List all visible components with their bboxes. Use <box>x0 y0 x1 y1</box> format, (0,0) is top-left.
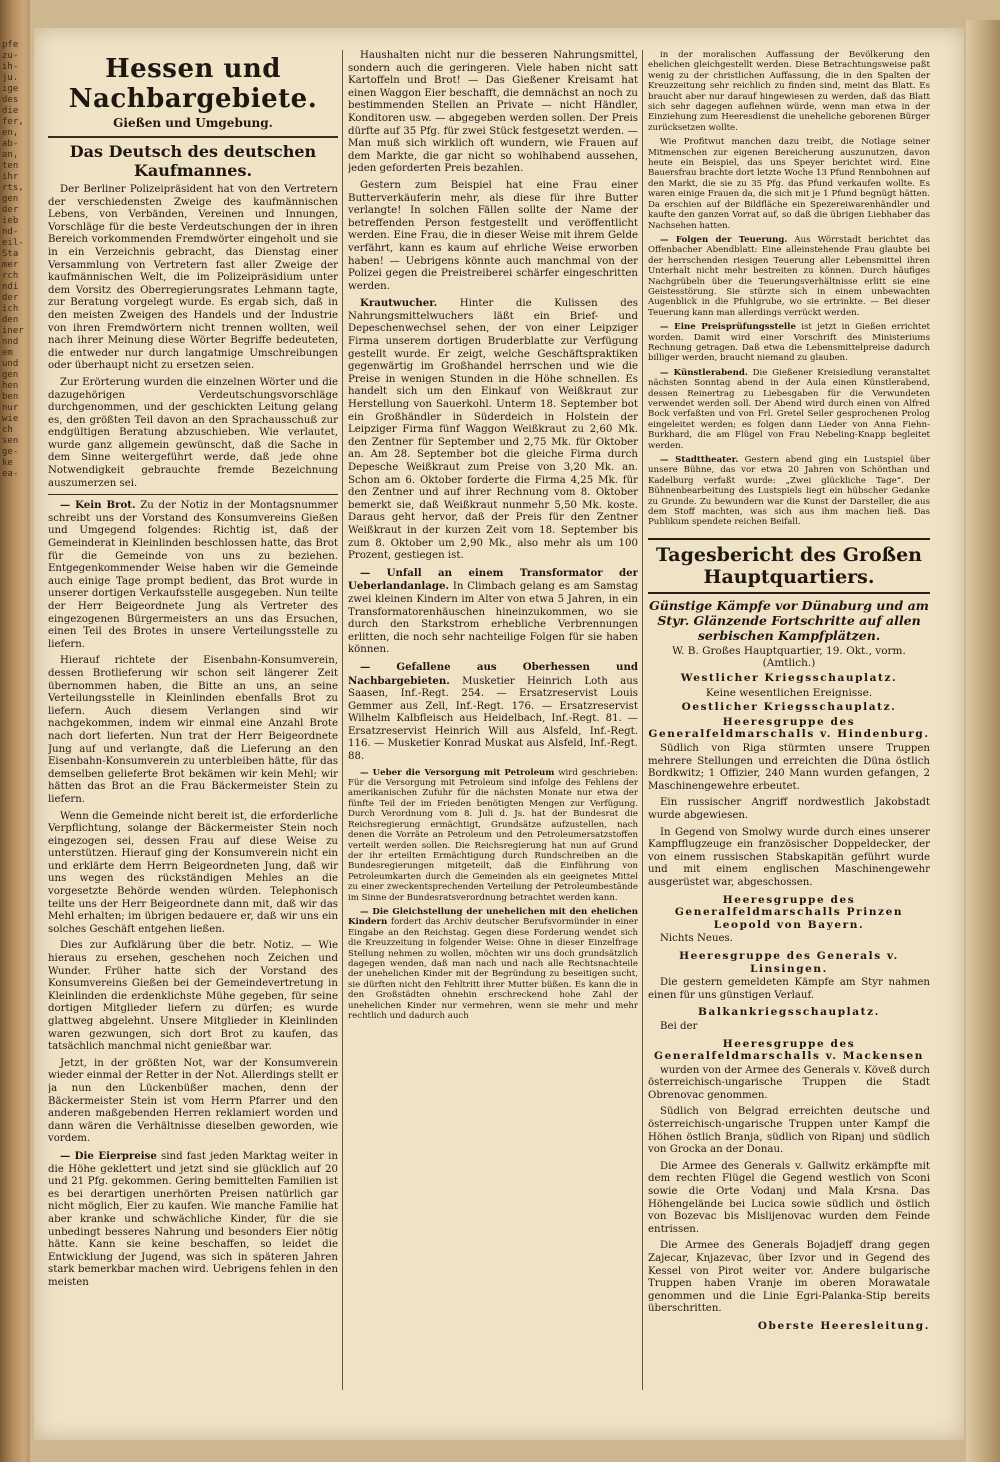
report-paragraph: Die Armee des Generals v. Gallwitz erkämpfte mit dem rechten Flügel die Gegend westlich von Sconi sowie die Orte Vodanj und Mala Krsna. Das Höhengelände bei Lucica sowie südlich und östlich von Bozevac bis Mislijenovac wurden dem Feinde entrissen. <box>648 1160 930 1235</box>
spine-fragment: rch <box>2 271 19 281</box>
spine-fragment: ih- <box>2 62 19 72</box>
article-paragraph: Haushalten nicht nur die besseren Nahrungsmittel, sondern auch die geringeren. Viele haben nicht satt Kartoffeln und Brot! — Das Gießener Kreisamt hat einen Waggon Eier beschafft, die demnächst an noch zu bestimmenden Stellen an Private — nicht Händler, Konditoren usw. — abgegeben werden sollen. Der Preis dürfte auf 35 Pfg. für zwei Stück festgesetzt werden. — Man muß sich wirklich oft wundern, wie Frauen auf dem Markte, die gar nicht so wohlhabend aussehen, jeden geforderten Preis bezahlen. <box>348 50 638 175</box>
article-paragraph: in der moralischen Auffassung der Bevölkerung den ehelichen gleichgestellt werden. Diese Betrachtungsweise paßt wenig zu der christlichen Auffassung, die in den Spalten der Kreuzzeitung sehr reichlich zu finden sind, meint das Blatt. Es braucht aber nur darauf hingewiesen zu werden, daß das Blatt sich sehr dagegen auflehnen würde, wenn man etwa in der Einziehung zum Heeresdienst die uneheliche geborenen Bürger zurücksetzen wollte. <box>648 50 930 133</box>
report-paragraph: Südlich von Riga stürmten unsere Truppen mehrere Stellungen und erreichten die Düna östlich Bordkwitz; 1 Offizier, 240 Mann wurden gefangen, 2 Maschinengewehre erbeutet. <box>648 743 930 792</box>
small-print-block <box>648 50 930 528</box>
spine-fragment: ieb <box>2 216 19 226</box>
spine-fragment: ju. <box>2 73 19 83</box>
column-rule-2 <box>642 50 643 1390</box>
spine-fragment: pfe <box>2 40 19 50</box>
article-lead: — Gefallene aus Oberhessen und Nachbargebieten. <box>348 660 638 687</box>
article-paragraph <box>48 1150 338 1290</box>
spine-fragment: zu- <box>2 51 19 61</box>
spine-fragment: gen <box>2 370 19 380</box>
spine-fragment: em <box>2 348 13 358</box>
article-paragraph <box>48 499 338 651</box>
spine-fragment: en, <box>2 128 19 138</box>
spine-fragment: ndi <box>2 282 19 292</box>
report-title: Tagesbericht des Großen Hauptquartiers. <box>648 538 930 594</box>
spine-fragment: iner <box>2 326 24 336</box>
article-paragraph <box>348 661 638 764</box>
spine-fragment: ige <box>2 84 19 94</box>
article-paragraph <box>648 322 930 364</box>
article-paragraph: Dies zur Aufklärung über die betr. Notiz. — Wie hieraus zu ersehen, geschehen noch Zeichen und Wunder. Früher hatte sich der Vorstand des Konsumvereins Gießen bei der Gemeindevertretung in Kleinlinden die erdenklichste Mühe gegeben, für seine dortigen Mitglieder liefern zu dürfen; es wurde glattweg abgelehnt. Unsere Mitglieder in Kleinlinden waren gezwungen, sich dort Brot zu kaufen, das tatsächlich manchmal nicht genießbar war. <box>48 940 338 1053</box>
article-paragraph: Gestern zum Beispiel hat eine Frau einer Butterverkäuferin mehr, als diese für ihre Butter verlangte! In solchen Fällen sollte der Name der betreffenden Person festgestellt und veröffentlicht werden. Eine Frau, die in dieser Weise mit ihrem Gelde verfährt, kann es kaum auf ehrliche Weise erworben haben! — Uebrigens könnte auch manchmal von der Polizei gegen die Preistreiberei schärfer eingeschritten werden. <box>348 179 638 292</box>
spine-fragment: ich <box>2 304 19 314</box>
article-paragraph <box>348 297 638 562</box>
spine-fragment: ab- <box>2 139 19 149</box>
spine-fragment: ten <box>2 161 19 171</box>
article-text: sind fast jeden Marktag weiter in die Höhe geklettert und jetzt sind sie glücklich auf 20 und 21 Pfg. gekommen. Gering bemittelten Familien ist es bei derartigen unerhörten Preisen natürlich gar nicht möglich, Eier zu kaufen. Wie manche Familie hat aber kranke und schwächliche Kinder, für die sie unbedingt besseres Nahrung und besonders Eier nötig hätte. Kann sie keine beschaffen, so leidet die Entwicklung der Jugend, was sich in späteren Jahren stark bemerkbar machen wird. Uebrigens fehlen in den meisten <box>48 1150 338 1288</box>
article-paragraph <box>348 768 638 903</box>
page-edge-stack <box>966 20 1000 1462</box>
article-text: wird geschrieben: Für die Versorgung mit Petroleum sind infolge des Fehlens der amerikanischen Zufuhr für die nächsten Monate nur etwa der fünfte Teil der im Frieden benötigten Mengen zur Verfügung. Durch Verordnung vom 8. Juli d. Js. hat der Bundesrat die Reichsregierung ermächtigt, Grundsätze aufzustellen, nach denen die Vorräte an Petroleum und den Petroleumersatzstoffen verteilt werden sollen. Die Reichsregierung hat nun auf Grund der ihr erteilten Ermächtigung durch Rundschreiben an die Bundesregierungen mitgeteilt, daß die Einführung von Petroleumkarten durch die Gemeinden als ein geeignetes Mittel zu einer zweckentsprechenden Verteilung der Petroleumbestände im Sinne der Bundesratsverordnung betrachtet werden kann. <box>348 767 638 903</box>
article-lead: Krautwucher. <box>360 297 438 310</box>
spine-fragment: sen <box>2 436 19 446</box>
spine-fragment: nd- <box>2 227 19 237</box>
report-subtitle: Günstige Kämpfe vor Dünaburg und am Styr. Glänzende Fortschritte auf allen serbischen Kampfplätzen. <box>649 597 929 643</box>
spine-fragment: der <box>2 293 19 303</box>
article-text: ist jetzt in Gießen errichtet worden. Damit wird einer Vorschrift des Ministeriums Rechnung getragen. Daß etwa die Lebensmittelpreise dadurch billiger werden, braucht niemand zu glauben. <box>648 322 930 364</box>
spine-fragment: ke <box>2 458 13 468</box>
spine-fragment: mer <box>2 260 19 270</box>
spine-fragment: der <box>2 205 19 215</box>
spine-fragment: Sta <box>2 249 19 259</box>
spine-fragment: ch <box>2 425 13 435</box>
spine-text-fragments <box>2 40 28 480</box>
spine-fragment: nnd <box>2 337 19 347</box>
section-subtitle: Gießen und Umgebung. <box>113 116 273 130</box>
spine-fragment: den <box>2 315 19 325</box>
spine-fragment: gen <box>2 194 19 204</box>
spine-fragment: an, <box>2 150 19 160</box>
article-paragraph: Jetzt, in der größten Not, war der Konsumverein wieder einmal der Retter in der Not. Allerdings stellt er ja nun den Lückenbüßer machen, denn der Bäckermeister Stein ist vom Herrn Pfarrer und den anderen maßgebenden Herren reklamiert worden und dann wären die Verhältnisse dieselben geworden, wie vordem. <box>48 1057 338 1145</box>
article-lead: — Stadttheater. <box>660 455 739 466</box>
article-paragraph <box>348 567 638 657</box>
article-text: Die Gießener Kreisiedlung veranstaltet nächsten Sonntag abend in der Aula einen Künstlerabend, dessen Reinertrag zu Liebesgaben für die Verwundeten verwendet werden soll. Der Abend wird durch einen von Alfred Bock verfaßten und von Frl. Gretel Seiler gesprochenen Prolog eingeleitet werden; es folgen dann Lieder von Anna Fiehn-Burkhard, die am Flügel von Frau Nebeling-Knapp begleitet werden. <box>648 367 930 451</box>
army-group-heading: Heeresgruppe des Generalfeldmarschalls v. Hindenburg. <box>648 715 930 741</box>
article-paragraph: Hierauf richtete der Eisenbahn-Konsumverein, dessen Brotlieferung wir schon seit längerer Zeit übernommen haben, die Bitte an uns, an seine Verteilungsstelle in Kleinlinden ebenfalls Brot zu liefern. Auch diesem Verlangen sind wir nachgekommen, indem wir einmal eine Anzahl Brote nach dort lieferten. Nun trat der Herr Beigeordnete Jung auf und verlangte, daß die Lieferung an den Eisenbahn-Konsumverein zu unterbleiben hätte, für das demselben gelieferte Brot bekämen wir kein Mehl; wir hätten das Brot an die Frau Bäckermeister Stein zu liefern. <box>48 655 338 805</box>
theater-heading: Westlicher Kriegsschauplatz. <box>680 672 898 685</box>
article-lead: — Ueber die Versorgung mit Petroleum <box>360 767 555 778</box>
article-text: Hinter die Kulissen des Nahrungsmittelwuchers läßt ein Brief- und Depeschenwechsel sehen, der von einer Leipziger Firma unserem dortigen Bruderblatte zur Verfügung gestellt wurde. Er zeigt, welche Geschäftspraktiken gegenwärtig im Großhandel herrschen und wie die Preise in wenigen Stunden in die Höhe schnellen. Es handelt sich um den Einkauf von Weißkraut zur Herstellung von Sauerkohl. Unterm 18. September bot ein Großhändler in Süderdeich in Holstein der Leipziger Firma fünf Waggon Weißkraut zu 2,60 Mk. den Zentner für September und 2,75 Mk. für Oktober an. Am 28. September bot die gleiche Firma durch Depesche Weißkraut zum Preise von 3,20 Mk. an. Schon am 6. Oktober forderte die Firma 4,25 Mk. für den Zentner und auf ihrer Rechnung vom 8. Oktober bemerkt sie, daß Weißkraut nunmehr 5,50 Mk. koste. Daraus geht hervor, daß der Preis für den Zentner Weißkraut in der kurzen Zeit vom 18. September bis zum 8. Oktober um 2,90 Mk., also mehr als um 100 Prozent, gestiegen ist. <box>348 298 638 562</box>
column-rule-1 <box>342 50 343 1390</box>
report-paragraph: Die Armee des Generals Bojadjeff drang gegen Zajecar, Knjazevac, über Izvor und in Gegend des Kessel von Pirot weiter vor. Andere bulgarische Truppen haben Vranje im oberen Morawatale genommen und die Linie Egri-Palanka-Stip bereits überschritten. <box>648 1240 930 1315</box>
report-paragraph: Die gestern gemeldeten Kämpfe am Styr nahmen einen für uns günstigen Verlauf. <box>648 977 930 1001</box>
article-paragraph <box>648 455 930 528</box>
article-lead: — Die Eierpreise <box>60 1149 157 1162</box>
spine-fragment: ihr <box>2 172 19 182</box>
article-paragraph: Wie Profitwut manchen dazu treibt, die Notlage seiner Mitmenschen zur eigenen Bereicherung auszunutzen, davon heute ein Beispiel, das uns Speyer berichtet wird. Eine Bauersfrau brachte dort letzte Woche 13 Pfund Rennbohnen auf den Markt, die sie zu 35 Pfg. das Pfund verkaufen wollte. Es waren einige Frauen da, die sich mit je 1 Pfund begnügt hätten. Da erschien auf der Bildfläche ein Spezereiwarenhändler und kaufte den ganzen Vorrat auf, so daß die übrigen Liebhaber das Nachsehen hatten. <box>648 137 930 231</box>
army-group-heading: Heeresgruppe des Generalfeldmarschalls Prinzen Leopold von Bayern. <box>674 893 904 931</box>
report-paragraph: Südlich von Belgrad erreichten deutsche und österreichisch-ungarische Truppen unter Kampf die Höhen östlich Branja, südlich von Ripanj und südlich von Grocka an der Donau. <box>648 1106 930 1156</box>
column-1 <box>48 50 338 1390</box>
section-title: Hessen und Nachbargebiete. <box>68 54 318 114</box>
theater-text: Keine wesentlichen Ereignisse. <box>705 686 873 699</box>
report-paragraph: Ein russischer Angriff nordwestlich Jakobstadt wurde abgewiesen. <box>648 797 930 821</box>
article-paragraph <box>648 235 930 318</box>
article-paragraph <box>648 368 930 451</box>
spine-fragment: fer, <box>2 117 24 127</box>
army-group-heading: Heeresgruppe des Generalfeldmarschalls v. Mackensen <box>654 1037 924 1063</box>
report-paragraph: wurden von der Armee des Generals v. Köveß durch österreichisch-ungarische Truppen die Stadt Obrenovac genommen. <box>648 1064 930 1101</box>
article-paragraph: Wenn die Gemeinde nicht bereit ist, die erforderliche Verpflichtung, solange der Bäckermeister Stein noch eingezogen sei, dessen Frau auf diese Weise zu unterstützen. Hierauf ging der Konsumverein nicht ein und erklärte dem Herrn Beigeordneten Jung, daß wir uns wegen des rückständigen Mehles an die vorgesetzte Behörde wenden würden. Telephonisch teilte uns der Herr Beigeordnete dann mit, daß wir das Mehl erhalten; im übrigen bedauere er, daß wir uns ein solches Geschäft entgehen ließen. <box>48 810 338 935</box>
article-paragraph: Der Berliner Polizeipräsident hat von den Vertretern der verschiedensten Zweige des kaufmännischen Lebens, von Verbänden, Vereinen und Innungen, Vorschläge für die beste Verdeutschungen der in ihren Bereich vorkommenden Fremdwörter eingeholt und sie in ein Verzeichnis gebracht, das Dienstag einer Versammlung von Vertretern fast aller Zweige der kaufmännischen Welt, die im Polizeipräsidium unter dem Vorsitz des Oberregierungsrates Lehmann tagte, zur Beratung vorgelegt wurde. Es ergab sich, daß in den meisten Zweigen des Handels und der Industrie von ihren Fremdwörtern nicht trennen wollten, weil nach ihrer Meinung diese Wörter Begriffe bedeuteten, die entweder nur durch langatmige Umschreibungen oder überhaupt nicht zu ersetzen seien. <box>48 184 338 372</box>
article-lead: — Kein Brot. <box>60 499 136 512</box>
report-signature: Oberste Heeresleitung. <box>757 1319 930 1332</box>
article-paragraph: Zur Erörterung wurden die einzelnen Wörter und die dazugehörigen Verdeutschungsvorschläge durchgenommen, und der geschickten Leitung gelang es, den größten Teil davon an den Sprachausschuß zur endgültigen Beratung abzuschieben. Wie verlautet, wurde ganz allgemein gewünscht, daß die Sache in dem Sinne weitergeführt werde, daß jede ohne Notwendigkeit gebrauchte fremde Bezeichnung auszumerzen sei. <box>48 376 338 489</box>
spine-fragment: ea- <box>2 469 19 479</box>
article-lead: — Unfall an einem Transformator der Ueberlandanlage. <box>348 566 638 593</box>
column-3 <box>648 50 930 1390</box>
article-text: Zu der Notiz in der Montagsnummer schreibt uns der Vorstand des Konsumvereins Gießen und Umgegend folgendes: Richtig ist, daß der Gemeinderat in Kleinlinden beschlossen hatte, das Brot für die Gemeinde von uns zu beziehen. Entgegenkommender Weise haben wir die Gemeinde auch einige Tage prompt bedient, das Brot wurde in unserer dortigen Verkaufsstelle ausgegeben. Nun teilte der Herr Beigeordnete Jung als Vertreter des eingezogenen Bürgermeisters an uns das Ersuchen, einen Teil des Brotes in unsere Verteilungsstelle zu liefern. <box>48 500 338 650</box>
spine-fragment: nur <box>2 403 19 413</box>
article-text: Gestern abend ging ein Lustspiel über unsere Bühne, das vor etwa 20 Jahren von Schönthan und Kadelburg verfaßt wurde: „Zwei glückliche Tage“. Der Bühnenbearbeitung des Lustspiels liegt ein hübscher Gedanke zu Grunde. Zu bewundern war die Kunst der Darsteller, die aus dem Stoff machten, was sich aus ihm machen ließ. Das Publikum spendete reichen Beifall. <box>648 455 930 528</box>
report-paragraph: Bei der <box>660 1020 698 1032</box>
article-lead: — Folgen der Teuerung. <box>660 234 788 245</box>
spine-fragment: ge- <box>2 447 19 457</box>
article-text: fordert das Archiv deutscher Berufsvormünder in einer Eingabe an den Reichstag. Gegen diese Forderung wendet sich die Kreuzzeitung in folgender Weise: Ohne in dieser Einzelfrage Stellung nehmen zu wollen, möchten wir uns doch grundsätzlich dagegen wenden, daß man nach und nach alle Rechtsnachteile der unehelichen Kinder mit der Begründung zu beseitigen sucht, sie dürften nicht den Fehltritt ihrer Mutter büßen. Es kann die in den Großstädten ohnehin erschreckend hohe Zahl der unehelichen Kinder nur vermehren, wenn sie mehr und mehr rechtlich und dadurch auch <box>348 917 638 1021</box>
spine-fragment: die <box>2 106 19 116</box>
article-text: Musketier Heinrich Loth aus Saasen, Inf.-Regt. 254. — Ersatzreservist Louis Gemmer aus Zell, Inf.-Regt. 176. — Ersatzreservist Wilhelm Kalbfleisch aus Heidelbach, Inf.-Regt. 81. — Ersatzreservist Heinrich Will aus Alsfeld, Inf.-Regt. 116. — Musketier Konrad Muskat aus Alsfeld, Inf.-Regt. 88. <box>348 675 638 763</box>
article-lead: — Eine Preisprüfungsstelle <box>660 322 796 333</box>
report-paragraph: Nichts Neues. <box>660 933 733 945</box>
spine-fragment: rts, <box>2 183 24 193</box>
spine-fragment: wie <box>2 414 19 424</box>
article-lead: — Künstlerabend. <box>660 367 748 378</box>
article-title: Das Deutsch des deutschen Kaufmannes. <box>69 142 317 180</box>
column-2 <box>348 50 638 1390</box>
article-text: In Climbach gelang es am Samstag zwei kleinen Kindern im Alter von etwa 5 Jahren, in ein Transformatorenhäuschen hineinzukommen, wo sie durch den Starkstrom erhebliche Verbrennungen erlitten, die noch sehr nachteilige Folgen für sie haben können. <box>348 581 638 656</box>
divider <box>48 136 338 138</box>
article-lead: — Die Gleichstellung der unehelichen mit den ehelichen Kindern <box>348 906 638 928</box>
army-group-heading: Heeresgruppe des Generals v. Linsingen. <box>679 949 899 975</box>
report-paragraph: In Gegend von Smolwy wurde durch eines unserer Kampfflugzeuge ein französischer Doppeldecker, der von einem russischen Stabskapitän geführt wurde und mit einem englischen Maschinengewehr ausgerüstet war, abgeschossen. <box>648 826 930 888</box>
report-dateline: W. B. Großes Hauptquartier, 19. Okt., vorm. (Amtlich.) <box>672 644 906 670</box>
spine-fragment: eil- <box>2 238 24 248</box>
article-paragraph <box>348 907 638 1021</box>
theater-heading: Balkankriegsschauplatz. <box>698 1006 880 1019</box>
article-text: Aus Wörrstadt berichtet das Offenbacher Abendblatt: Eine alleinstehende Frau glaubte bei der herrschenden riesigen Teuerung aller Lebensmittel ihren Unterhalt nicht mehr bestreiten zu können. Durch häufiges Nachgrübeln über die Teuerungsverhältnisse erlitt sie eine Geistesstörung. Sie stürzte sich in einem unbewachten Augenblick in die Pfuhlgrube, wo sie ertrinkte. — Bei dieser Teuerung kann man allerdings verrückt werden. <box>648 234 930 318</box>
spine-fragment: des <box>2 95 19 105</box>
spine-fragment: hen <box>2 381 19 391</box>
spine-fragment: und <box>2 359 19 369</box>
spine-fragment: ben <box>2 392 19 402</box>
divider <box>48 494 338 495</box>
theater-heading: Oestlicher Kriegsschauplatz. <box>681 701 897 714</box>
small-print-block <box>348 768 638 1022</box>
